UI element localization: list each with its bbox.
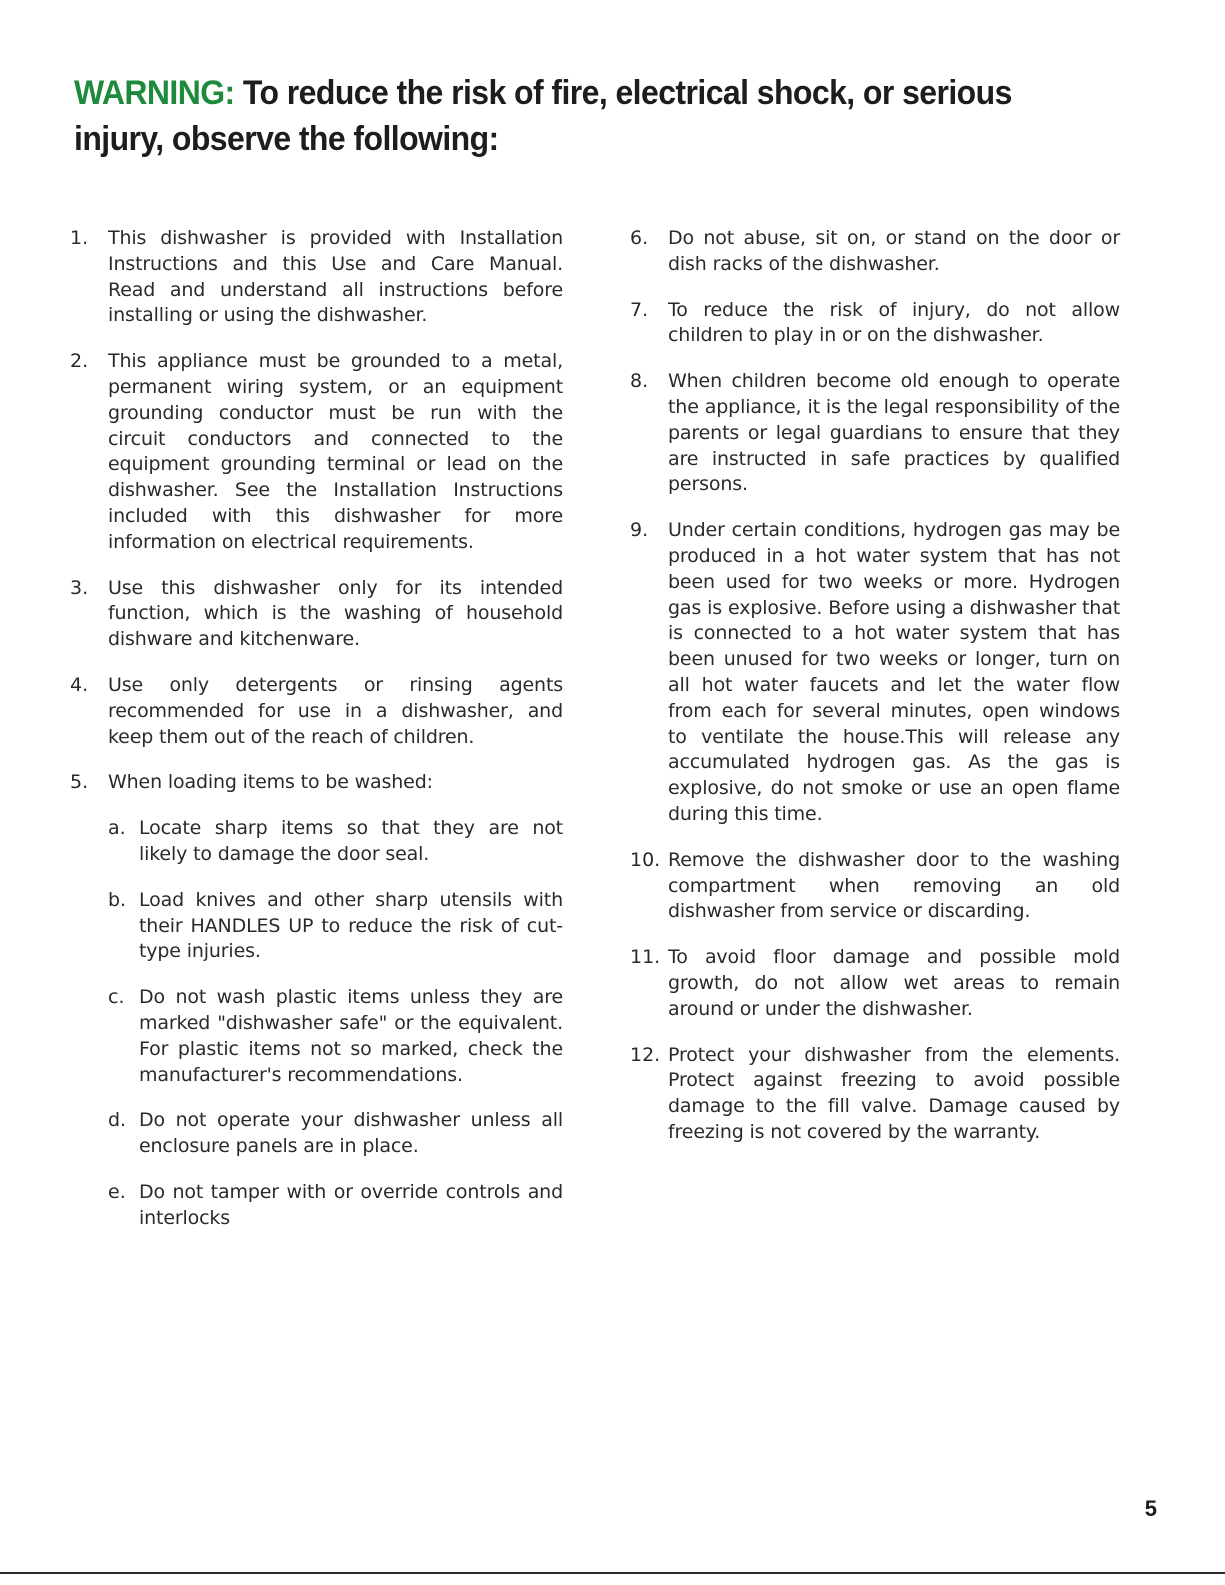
item-text: To avoid floor damage and possible mold growth, do not allow wet areas to remain around or under the dishwasher. xyxy=(668,946,1120,1020)
item-text: Remove the dishwasher door to the washing compartment when removing an old dishwasher from service or discarding. xyxy=(668,848,1120,923)
item-number: 7. xyxy=(630,298,649,321)
safety-item-2 xyxy=(70,349,563,555)
item-text: When children become old enough to operate the appliance, it is the legal responsibility of the parents or legal guardians to ensure that they are instructed in safe practices by qualified persons. xyxy=(668,370,1120,496)
item-text: Under certain conditions, hydrogen gas may be produced in a hot water system that has not been used for two weeks or more. Hydrogen gas is explosive. Before using a dishwasher that is connected to a hot water system that has been unused for two weeks or longer, turn on all hot water faucets and let the water flow from each for several minutes, open windows to ventilate the house.This will release any accumulated hydrogen gas. As the gas is explosive, do not smoke or use an open flame during this time. xyxy=(668,519,1120,825)
sub-item-letter: c. xyxy=(108,986,125,1009)
item-text: This dishwasher is provided with Installation Instructions and this Use and Care Manual. Read and understand all instructions before installing or using the dishwasher. xyxy=(108,227,563,327)
page-number: 5 xyxy=(1144,1496,1157,1521)
item-number: 6. xyxy=(630,227,649,249)
safety-item-8 xyxy=(630,369,1120,498)
item-number: 1. xyxy=(70,227,89,249)
sub-item-b xyxy=(108,888,563,965)
item-number: 11. xyxy=(630,946,661,969)
page-title xyxy=(74,70,1108,162)
item-text: To reduce the risk of injury, do not allow children to play in or on the dishwasher. xyxy=(668,298,1120,347)
bottom-divider xyxy=(0,1572,1225,1574)
left-column xyxy=(70,226,563,1252)
safety-item-6 xyxy=(630,226,1120,278)
item-text: Do not abuse, sit on, or stand on the door or dish racks of the dishwasher. xyxy=(668,227,1120,275)
item-text: Use only detergents or rinsing agents recommended for use in a dishwasher, and keep them out of the reach of children. xyxy=(108,673,563,748)
safety-item-1 xyxy=(70,226,563,329)
sub-item-e xyxy=(108,1180,563,1232)
safety-item-4 xyxy=(70,673,563,750)
sub-item-letter: b. xyxy=(108,888,127,911)
sub-item-letter: d. xyxy=(108,1109,127,1132)
item-number: 8. xyxy=(630,370,649,393)
sub-item-letter: e. xyxy=(108,1180,126,1203)
item-number: 9. xyxy=(630,519,649,542)
sub-item-text: Do not tamper with or override controls and interlocks xyxy=(139,1180,563,1229)
item-text: This appliance must be grounded to a metal, permanent wiring system, or an equipment grounding conductor must be run with the circuit conductors and connected to the equipment grounding terminal or lead on the dishwasher. See the Installation Instructions included with this dishwasher for more information on electrical requirements. xyxy=(108,350,563,553)
sub-item-text: Do not operate your dishwasher unless all enclosure panels are in place. xyxy=(139,1109,563,1158)
item-text: Protect your dishwasher from the elements. Protect against freezing to avoid possible damage to the fill valve. Damage caused by freezing is not covered by the warranty. xyxy=(668,1043,1120,1143)
item-text: When loading items to be washed: xyxy=(108,771,433,794)
item-number: 10. xyxy=(630,848,661,871)
sub-item-a xyxy=(108,816,563,868)
safety-item-11 xyxy=(630,945,1120,1022)
safety-item-3 xyxy=(70,576,563,653)
safety-item-9 xyxy=(630,518,1120,828)
sub-item-text: Locate sharp items so that they are not likely to damage the door seal. xyxy=(139,817,563,865)
safety-item-7 xyxy=(630,298,1120,350)
right-column xyxy=(630,226,1120,1166)
loading-sub-list xyxy=(108,816,563,1231)
sub-item-text: Do not wash plastic items unless they are marked "dishwasher safe" or the equivalent. For plastic items not so marked, check the manufacturer's recommendations. xyxy=(139,986,563,1086)
safety-item-10 xyxy=(630,848,1120,925)
sub-item-text: Load knives and other sharp utensils with their HANDLES UP to reduce the risk of cut-type injuries. xyxy=(139,888,563,963)
item-text: Use this dishwasher only for its intended function, which is the washing of household dishware and kitchenware. xyxy=(108,576,563,651)
warning-title-text: To reduce the risk of fire, electrical shock, or serious injury, observe the following: xyxy=(74,74,1012,158)
sub-item-d xyxy=(108,1108,563,1160)
item-number: 3. xyxy=(70,576,89,599)
warning-label: WARNING: xyxy=(74,74,235,112)
safety-item-5 xyxy=(70,770,563,1231)
item-number: 5. xyxy=(70,771,89,794)
item-number: 4. xyxy=(70,673,89,696)
item-number: 2. xyxy=(70,350,89,373)
sub-item-letter: a. xyxy=(108,817,126,840)
sub-item-c xyxy=(108,985,563,1088)
item-number: 12. xyxy=(630,1043,661,1066)
safety-item-12 xyxy=(630,1043,1120,1146)
